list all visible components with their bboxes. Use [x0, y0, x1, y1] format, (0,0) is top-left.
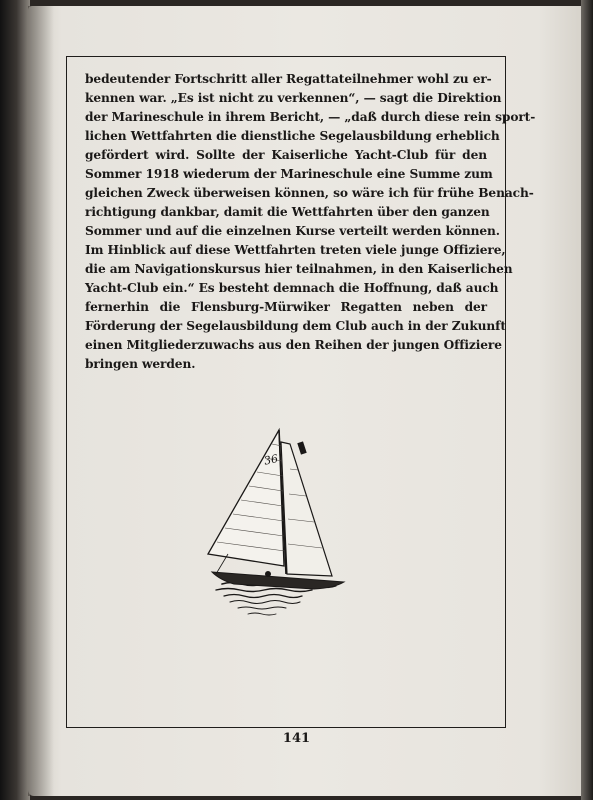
- text-line: Sommer 1918 wiederum der Marineschule eine Summe zum: [85, 167, 493, 181]
- text-line: Sommer und auf die einzelnen Kurse verteilt werden können.: [85, 224, 500, 238]
- text-line: kennen war. „Es ist nicht zu verkennen“, — sagt die Direktion: [85, 91, 502, 105]
- page-number: 141: [282, 731, 311, 746]
- text-line: fernerhin die Flensburg-Mürwiker Regatten neben der: [85, 300, 487, 314]
- text-line: Yacht-Club ein.“ Es besteht demnach die Hoffnung, daß auch: [85, 281, 499, 295]
- gutter-shadow: [28, 6, 54, 796]
- text-line: der Marineschule in ihrem Bericht, — „daß durch diese rein sport-: [85, 110, 536, 124]
- body-text: [85, 70, 536, 374]
- text-line: Im Hinblick auf diese Wettfahrten treten viele junge Offiziere,: [85, 243, 506, 257]
- sailboat-sails: [208, 430, 332, 576]
- text-line: gleichen Zweck überweisen können, so wäre ich für frühe Benach-: [85, 186, 534, 200]
- book-right-edge: [581, 0, 593, 800]
- sail-number: 36: [262, 452, 280, 468]
- text-line: bringen werden.: [85, 357, 196, 371]
- text-line: Förderung der Segelausbildung dem Club auch in der Zukunft: [85, 319, 506, 333]
- text-line: lichen Wettfahrten die dienstliche Segelausbildung erheblich: [85, 129, 500, 143]
- text-line: richtigung dankbar, damit die Wettfahrten über den ganzen: [85, 205, 490, 219]
- text-line: einen Mitgliederzuwachs aus den Reihen der jungen Offiziere: [85, 338, 502, 352]
- text-line: die am Navigationskursus hier teilnahmen, in den Kaiserlichen: [85, 262, 513, 276]
- text-line: bedeutender Fortschritt aller Regattateilnehmer wohl zu er-: [85, 72, 492, 86]
- book-left-edge: [0, 0, 30, 800]
- text-line: gefördert wird. Sollte der Kaiserliche Yacht-Club für den: [85, 148, 487, 162]
- sailboat-illustration: [194, 424, 360, 620]
